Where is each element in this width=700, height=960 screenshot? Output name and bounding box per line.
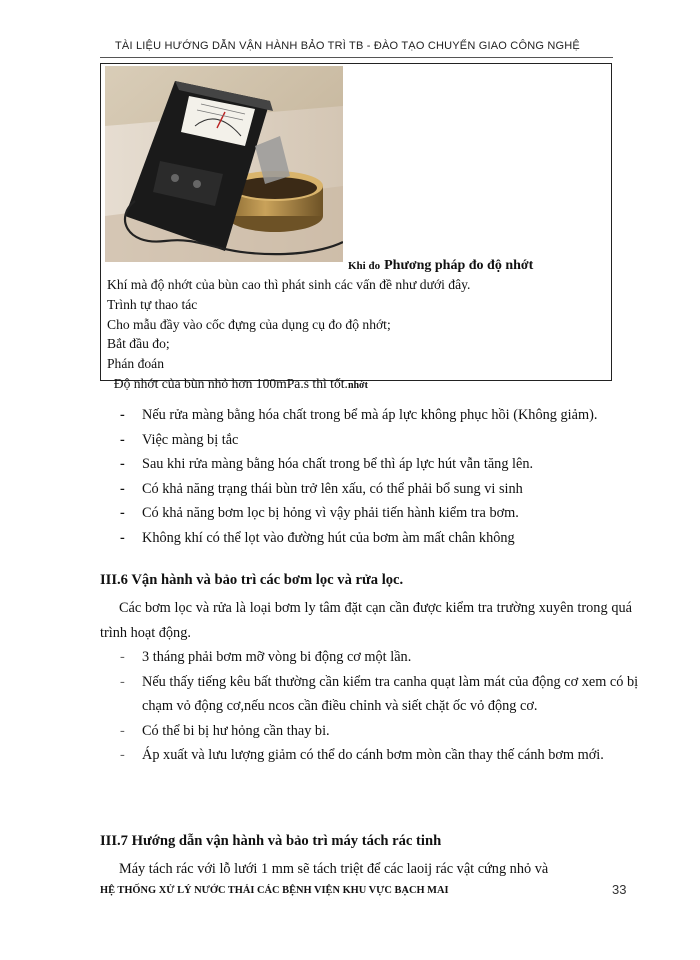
list-item [120, 670, 640, 719]
list-item [120, 477, 640, 502]
list-item-text: Áp xuất và lưu lượng giảm có thể do cánh bơm mòn cần thay thế cánh bơm mới. [142, 747, 604, 763]
bullet-dash: - [120, 673, 125, 690]
figure-line: Cho mẫu đầy vào cốc đựng của dụng cụ đo độ nhớt; [107, 316, 391, 332]
list-item [120, 403, 640, 428]
bullet-dash: - [120, 505, 125, 521]
figure-line: Bắt đầu đo; [107, 336, 170, 352]
figure-last-line-text: Độ nhớt của bùn nhỏ hơn 100mPa.s thì tốt. [107, 375, 348, 391]
section-heading-7: III.7 Hướng dẫn vận hành và bảo trì máy tách rác tinh [100, 833, 442, 849]
bullet-dash: - [120, 407, 125, 423]
section7-intro: Máy tách rác với lỗ lưới 1 mm sẽ tách triệt để các laoij rác vật cứng nhỏ và [119, 861, 549, 877]
list-item-text: Có thể bi bị hư hỏng cần thay bi. [142, 722, 330, 739]
list-item-text: Nếu thấy tiếng kêu bất thường cần kiểm tra canha quạt làm mát của động cơ xem có bị chạm vỏ động cơ,nếu ncos cần điều chỉnh và siết chặt ốc vỏ động cơ. [142, 673, 639, 714]
figure-line: Khí mà độ nhớt của bùn cao thì phát sinh các vấn đề như dưới đây. [107, 277, 471, 292]
figure-last-line-tail: nhớt [347, 379, 368, 391]
list-item [120, 526, 640, 551]
list-item [120, 719, 640, 744]
section6-intro: Các bơm lọc và rửa là loại bơm ly tâm đặt cạn cần được kiểm tra trường xuyên trong quá trình hoạt động. [100, 600, 632, 641]
viscometer-illustration [105, 66, 343, 262]
caption-title: Phương pháp đo độ nhớt [384, 258, 534, 273]
list-item-text: Sau khi rửa màng bằng hóa chất trong bể thì áp lực hút vẫn tăng lên. [142, 456, 534, 472]
list-item [120, 501, 640, 526]
bullet-dash: - [120, 480, 125, 497]
bullet-dash: - [120, 649, 125, 665]
bullet-dash: - [120, 529, 125, 546]
bullet-dash: - [120, 456, 125, 472]
figure-line: Trình tự thao tác [107, 296, 198, 312]
section-heading-6: III.6 Vận hành và bảo trì các bơm lọc và rửa lọc. [100, 572, 404, 588]
bullet-dash: - [120, 431, 125, 448]
figure-box [100, 63, 612, 391]
list-item [120, 743, 640, 768]
viscometer-photo [105, 66, 343, 262]
running-footer: HỆ THỐNG XỬ LÝ NƯỚC THẢI CÁC BỆNH VIỆN KHU VỰC BẠCH MAI [100, 885, 449, 896]
figure-body [107, 275, 607, 396]
caption-prefix: Khi đo [348, 260, 381, 272]
list-item [120, 452, 640, 477]
figure-last-line [107, 374, 607, 396]
list-item-text: Không khí có thể lọt vào đường hút của bơm àm mất chân không [142, 529, 515, 546]
list-item-text: Có khả năng trạng thái bùn trở lên xấu, có thể phải bổ sung vi sinh [142, 480, 523, 497]
figure-caption [348, 256, 533, 274]
list-item [120, 428, 640, 453]
list-item-text: Có khả năng bơm lọc bị hỏng vì vậy phải tiến hành kiểm tra bơm. [142, 505, 519, 521]
figure-line: Phán đoán [107, 356, 165, 372]
bullet-list-membrane [120, 403, 640, 550]
list-item-text: Nếu rửa màng bằng hóa chất trong bể mà áp lực không phục hồi (Không giảm). [142, 407, 598, 423]
list-item-text: 3 tháng phải bơm mỡ vòng bi động cơ một lần. [142, 649, 412, 665]
list-item [120, 645, 640, 670]
bullet-list-pumps [120, 645, 640, 768]
running-header: TÀI LIỆU HƯỚNG DẪN VẬN HÀNH BẢO TRÌ TB - ĐÀO TẠO CHUYỂN GIAO CÔNG NGHỆ [115, 40, 580, 52]
header-rule [100, 57, 613, 58]
page-number: 33 [612, 882, 627, 897]
bullet-dash: - [120, 747, 125, 763]
list-item-text: Việc màng bị tắc [142, 431, 239, 448]
bullet-dash: - [120, 722, 125, 739]
